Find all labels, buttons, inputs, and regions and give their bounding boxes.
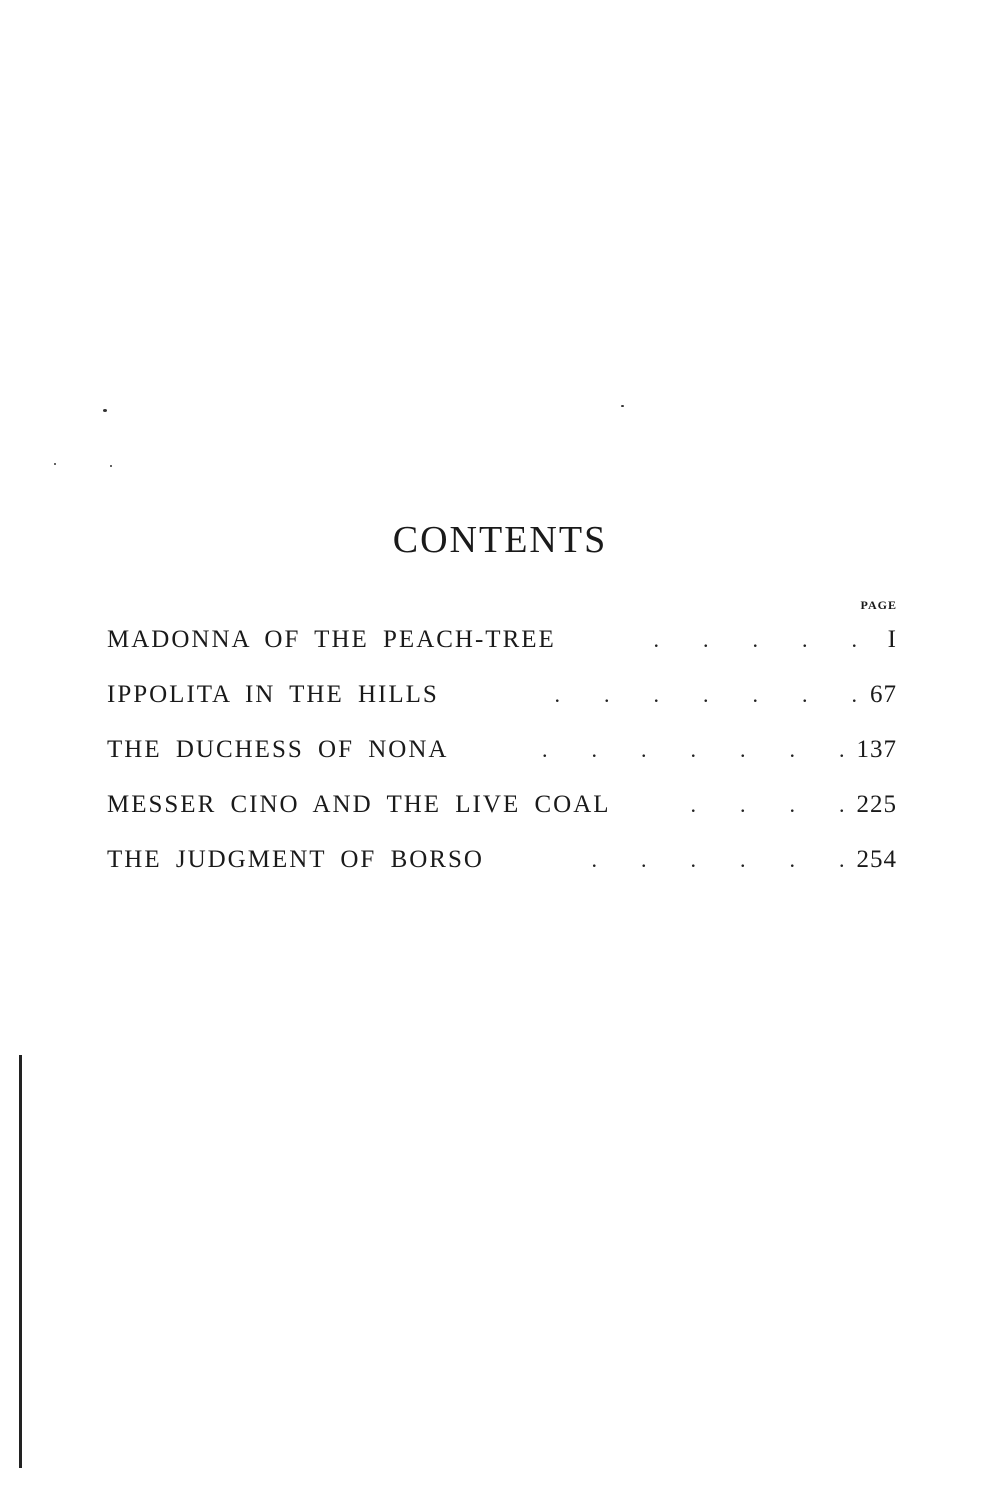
toc-leader-dots: . . . . . . [591, 846, 845, 872]
toc-entry-title: IPPOLITA IN THE HILLS [107, 680, 439, 708]
toc-entry[interactable] [107, 612, 897, 667]
toc-entry[interactable] [107, 667, 897, 722]
ink-speck [103, 409, 107, 412]
contents-heading: CONTENTS [392, 519, 608, 561]
toc-entry[interactable] [107, 777, 897, 832]
table-of-contents [107, 612, 897, 887]
toc-leader-dots: . . . . . [653, 626, 857, 652]
ink-speck [54, 463, 56, 465]
toc-entry-page: 225 [856, 790, 897, 818]
ink-speck [621, 405, 624, 407]
page-column-label: PAGE [860, 598, 897, 612]
page-edge-rule [19, 1055, 22, 1468]
toc-entry-page: 137 [856, 735, 897, 763]
toc-entry-title: MADONNA OF THE PEACH-TREE [107, 625, 556, 653]
ink-speck [110, 465, 112, 467]
toc-entry-page: I [887, 625, 897, 653]
toc-entry-title: THE JUDGMENT OF BORSO [107, 845, 484, 873]
toc-leader-dots: . . . . . . . [554, 681, 857, 707]
toc-leader-dots: . . . . [690, 791, 845, 817]
toc-entry-title: THE DUCHESS OF NONA [107, 735, 449, 763]
toc-entry-page: 254 [856, 845, 897, 873]
toc-entry[interactable] [107, 722, 897, 777]
toc-entry[interactable] [107, 832, 897, 887]
toc-entry-page: 67 [870, 680, 897, 708]
toc-entry-title: MESSER CINO AND THE LIVE COAL [107, 790, 611, 818]
toc-leader-dots: . . . . . . . [542, 736, 845, 762]
